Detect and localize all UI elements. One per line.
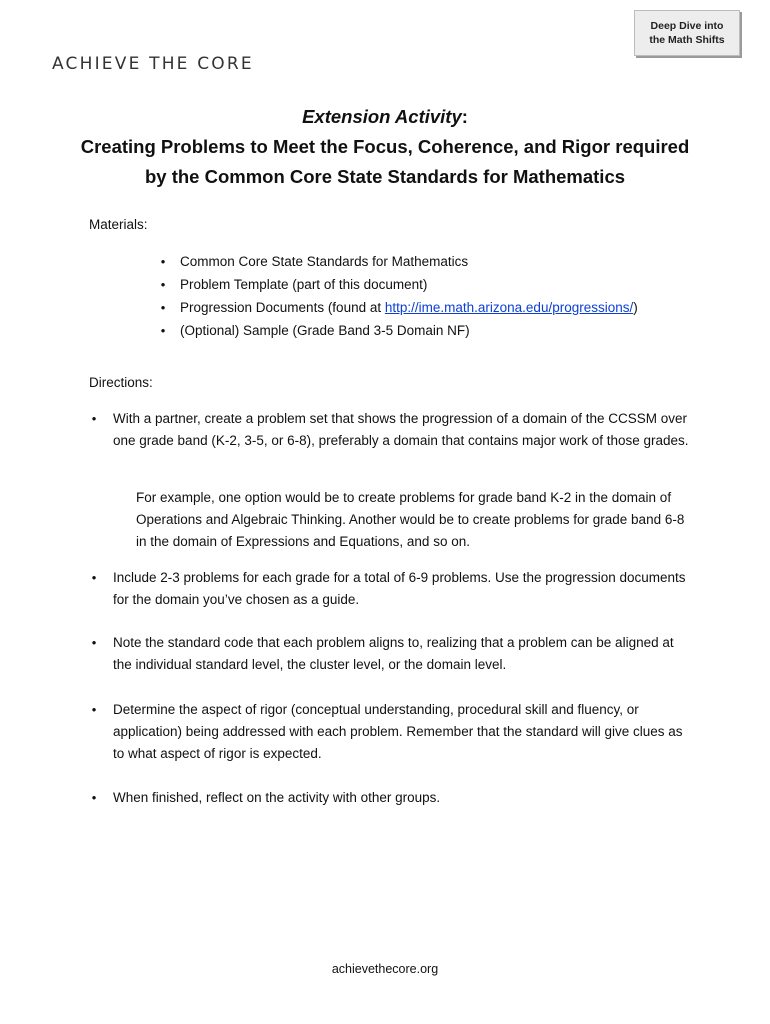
- directions-item-text: Note the standard code that each problem aligns to, realizing that a problem can be aligned at the individual standard level, the cluster level, or the domain level.: [113, 635, 674, 672]
- directions-item: [89, 699, 689, 765]
- badge-line-2: the Math Shifts: [649, 34, 725, 46]
- directions-item: [89, 787, 689, 809]
- bullet-icon: •: [91, 570, 97, 585]
- materials-item-text: (Optional) Sample (Grade Band 3-5 Domain NF): [180, 323, 470, 338]
- bullet-icon: •: [91, 702, 97, 717]
- directions-item: [89, 408, 689, 452]
- title-colon: :: [461, 106, 468, 127]
- materials-list: [158, 250, 638, 342]
- example-paragraph: For example, one option would be to create problems for grade band K-2 in the domain of Operations and Algebraic Thinking. Another would be to create problems for grade band 6-8 in the domain of Expressions and Equations, and so on.: [136, 490, 685, 549]
- title-line-2: Creating Problems to Meet the Focus, Coherence, and Rigor required: [80, 136, 690, 157]
- materials-item: [158, 273, 638, 296]
- bullet-icon: •: [160, 254, 166, 269]
- directions-item-text: With a partner, create a problem set that shows the progression of a domain of the CCSSM over one grade band (K-2, 3-5, or 6-8), preferably a domain that contains major work of those grades.: [113, 411, 689, 448]
- directions-item: [89, 567, 689, 611]
- materials-item-text-end: ): [633, 300, 638, 315]
- document-title: [60, 102, 710, 192]
- directions-item-text: Include 2-3 problems for each grade for a total of 6-9 problems. Use the progression documents for the domain you’ve chosen as a guide.: [113, 570, 686, 607]
- directions-item: [89, 632, 689, 676]
- badge-line-1: Deep Dive into: [650, 20, 724, 32]
- achieve-the-core-logo: ACHIEVE THE CORE: [52, 54, 254, 74]
- materials-item: [158, 250, 638, 273]
- materials-heading: Materials:: [89, 217, 148, 232]
- bullet-icon: •: [91, 635, 97, 650]
- progressions-link[interactable]: http://ime.math.arizona.edu/progressions/: [384, 300, 634, 315]
- directions-heading: Directions:: [89, 375, 153, 390]
- materials-item-text: Common Core State Standards for Mathematics: [180, 254, 469, 269]
- footer-site: achievethecore.org: [331, 962, 439, 976]
- title-activity-label: Extension Activity: [302, 106, 462, 127]
- bullet-icon: •: [91, 790, 97, 805]
- materials-item-text: Problem Template (part of this document): [180, 277, 428, 292]
- bullet-icon: •: [91, 411, 97, 426]
- directions-item-text: Determine the aspect of rigor (conceptual understanding, procedural skill and fluency, or application) being addressed with each problem. Remember that the standard will give clues as to what aspect of rigor is expected.: [113, 702, 683, 761]
- title-line-1: [60, 102, 710, 132]
- directions-item-text: When finished, reflect on the activity with other groups.: [113, 790, 441, 805]
- materials-item: [158, 319, 638, 342]
- materials-item-text: Progression Documents (found at: [180, 300, 385, 315]
- deep-dive-badge: [634, 10, 740, 56]
- bullet-icon: •: [160, 300, 166, 315]
- bullet-icon: •: [160, 277, 166, 292]
- materials-item: [158, 296, 638, 319]
- title-line-3: by the Common Core State Standards for Mathematics: [144, 166, 626, 187]
- bullet-icon: •: [160, 323, 166, 338]
